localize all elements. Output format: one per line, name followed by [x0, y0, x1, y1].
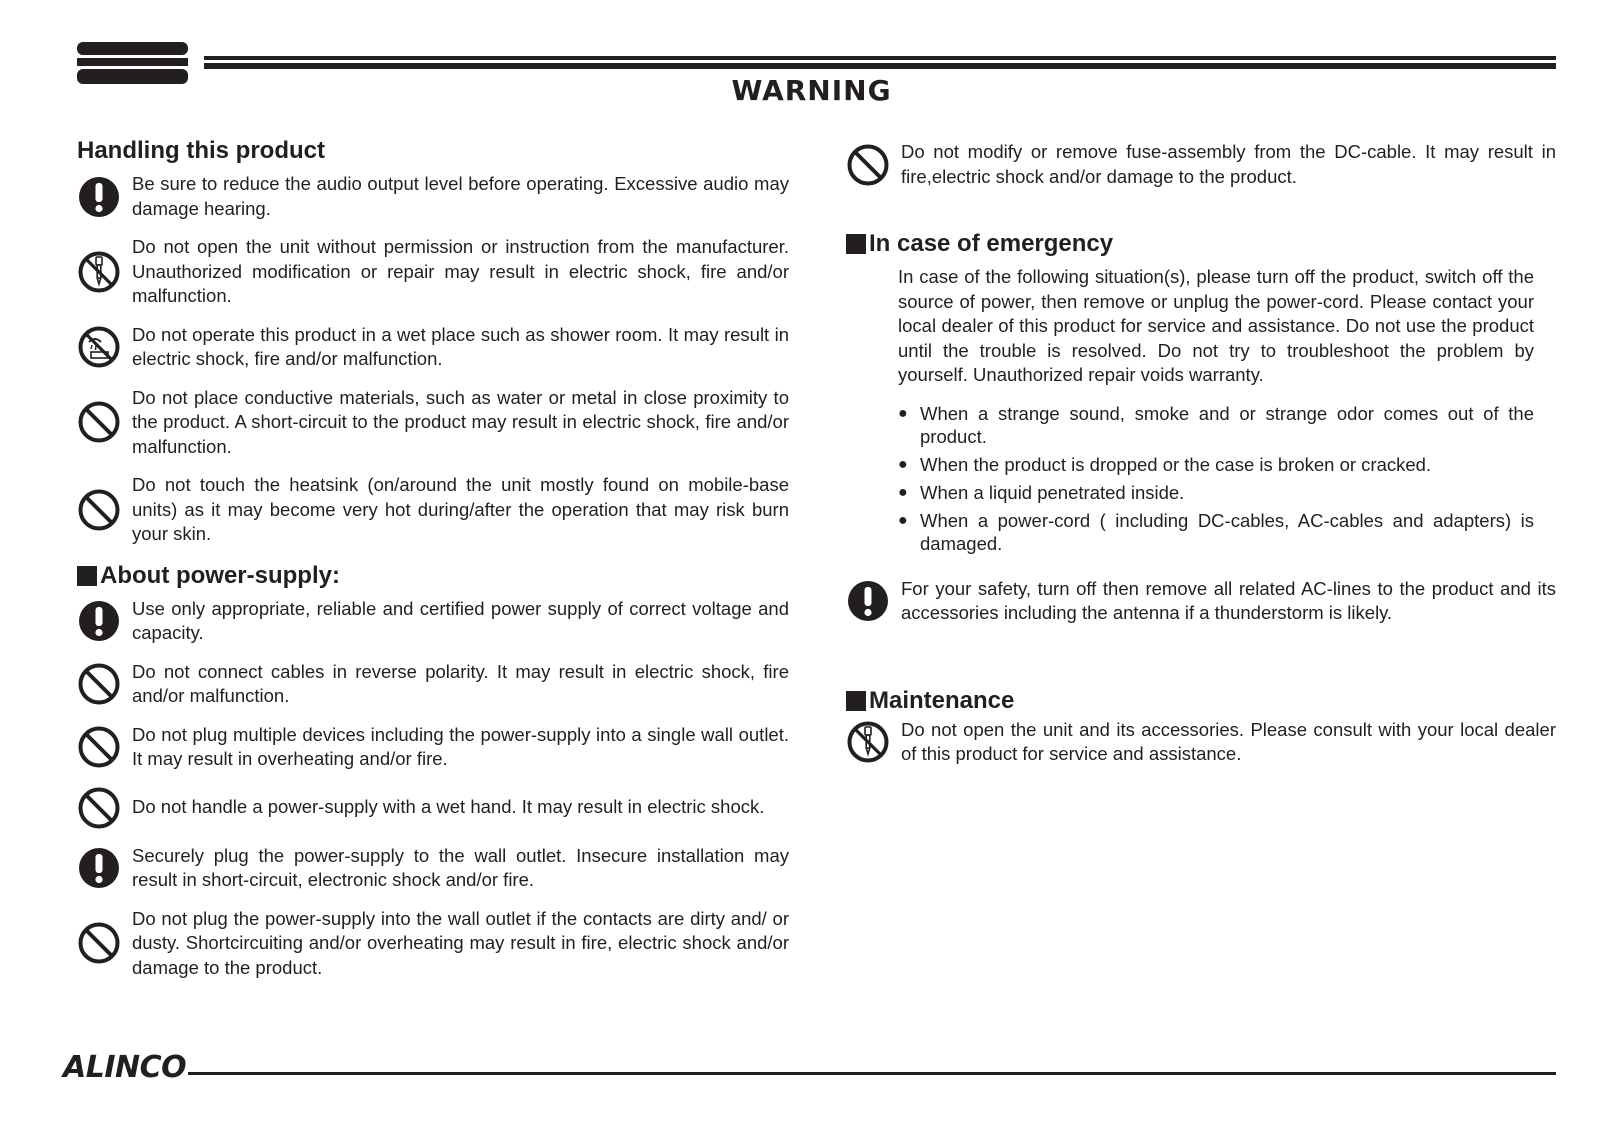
left-column: [77, 136, 789, 994]
no-disassembly-icon: [846, 720, 890, 764]
warning-text: Do not place conductive materials, such as water or metal in close proximity to the product. A short-circuit to the product may result in electric shock, fire and/or malfunction.: [132, 386, 789, 457]
list-item-text: When a liquid penetrated inside.: [920, 481, 1185, 503]
warning-item: [846, 718, 1556, 767]
list-item: [898, 402, 1534, 448]
warning-text: Do not open the unit and its accessories. Please consult with your local dealer of this product for service and assistance.: [901, 718, 1556, 764]
prohibited-icon: [77, 725, 121, 769]
maintenance-heading-text: Maintenance: [869, 686, 1015, 714]
bullet-dot-icon: ●: [898, 455, 908, 473]
warning-item: [77, 386, 789, 460]
warning-item: [77, 786, 789, 830]
no-disassembly-icon: [77, 250, 121, 294]
warning-text: Do not plug multiple devices including the power-supply into a single wall outlet. It may result in overheating and/or fire.: [132, 723, 789, 769]
exclamation-icon: [77, 599, 121, 643]
exclamation-icon: [77, 175, 121, 219]
list-item-text: When the product is dropped or the case is broken or cracked.: [920, 453, 1432, 475]
warning-text: Use only appropriate, reliable and certified power supply of correct voltage and capacity.: [132, 597, 789, 643]
warning-item: [846, 140, 1556, 189]
right-column: [846, 140, 1556, 781]
maintenance-heading: [846, 686, 1556, 716]
warning-item: [77, 723, 789, 772]
list-item: [898, 481, 1534, 504]
prohibited-icon: [77, 488, 121, 532]
warning-text: Be sure to reduce the audio output level before operating. Excessive audio may damage hearing.: [132, 173, 789, 219]
prohibited-icon: [77, 400, 121, 444]
emergency-heading-text: In case of emergency: [869, 230, 1114, 257]
list-item-text: When a power-cord ( including DC-cables, AC-cables and adapters) is damaged.: [920, 509, 1534, 554]
warning-item: [77, 907, 789, 981]
emergency-intro: In case of the following situation(s), please turn off the product, switch off the source of power, then remove or unplug the power-cord. Please contact your local dealer of this product for service and assistance. Do not use the product until the trouble is resolved. Do not try to troubleshoot the problem by yourself. Unauthorized repair voids warranty.: [898, 266, 1534, 385]
footer-rule: [188, 1072, 1556, 1075]
list-item-text: When a strange sound, smoke and or strange odor comes out of the product.: [920, 402, 1534, 447]
bullet-dot-icon: ●: [898, 404, 908, 422]
warning-text: Do not open the unit without permission or instruction from the manufacturer. Unauthorized modification or repair may result in electric shock, fire and/or malfunction.: [132, 236, 789, 306]
maintenance-item: [846, 718, 1556, 767]
bullet-dot-icon: ●: [898, 511, 908, 529]
list-item: [898, 453, 1534, 476]
warning-text: Do not modify or remove fuse-assembly from the DC-cable. It may result in fire,electric shock and/or damage to the product.: [901, 141, 1556, 187]
power-supply-list: [77, 597, 789, 981]
fuse-item: [846, 140, 1556, 189]
square-bullet-icon: [846, 234, 866, 254]
warning-text: Do not connect cables in reverse polarity. It may result in electric shock, fire and/or malfunction.: [132, 660, 789, 706]
warning-item: [77, 172, 789, 221]
page-title: WARNING: [731, 74, 892, 107]
warning-text: Securely plug the power-supply to the wall outlet. Insecure installation may result in short-circuit, electronic shock and/or fire.: [132, 844, 789, 890]
warning-item: [77, 323, 789, 372]
warning-item: [77, 660, 789, 709]
no-wet-place-icon: [77, 325, 121, 369]
warning-item: [77, 235, 789, 309]
header-rule: [204, 56, 1556, 70]
handling-heading-text: Handling this product: [77, 137, 325, 164]
warning-item: [77, 597, 789, 646]
emergency-heading: [846, 229, 1556, 259]
safety-item: [846, 577, 1556, 626]
list-item: [898, 509, 1534, 555]
warning-text: Do not handle a power-supply with a wet hand. It may result in electric shock.: [132, 796, 765, 818]
prohibited-icon: [77, 662, 121, 706]
warning-text: Do not touch the heatsink (on/around the unit mostly found on mobile-base units) as it may become very hot during/after the operation that may risk burn your skin.: [132, 474, 789, 544]
warning-text: For your safety, turn off then remove all related AC-lines to the product and its accessories including the antenna if a thunderstorm is likely.: [901, 577, 1556, 623]
warning-text: Do not operate this product in a wet place such as shower room. It may result in electric shock, fire and/or malfunction.: [132, 323, 789, 369]
warning-text: Do not plug the power-supply into the wall outlet if the contacts are dirty and/ or dusty. Shortcircuiting and/or overheating may result in fire, electric shock and/or damage to the product.: [132, 907, 789, 978]
brand-logo: ALINCO: [63, 1050, 187, 1085]
warning-item: [77, 844, 789, 893]
square-bullet-icon: [77, 566, 97, 586]
prohibited-icon: [77, 921, 121, 965]
warning-item: [77, 473, 789, 547]
exclamation-icon: [846, 579, 890, 623]
handling-list: [77, 172, 789, 547]
handling-heading: [77, 136, 789, 166]
prohibited-icon: [77, 786, 121, 830]
prohibited-icon: [846, 143, 890, 187]
bullet-dot-icon: ●: [898, 483, 908, 501]
square-bullet-icon: [846, 691, 866, 711]
emergency-bullet-list: [898, 402, 1534, 555]
power-supply-heading: [77, 561, 789, 591]
warning-item: [846, 577, 1556, 626]
power-supply-heading-text: About power-supply:: [100, 561, 340, 589]
exclamation-icon: [77, 846, 121, 890]
